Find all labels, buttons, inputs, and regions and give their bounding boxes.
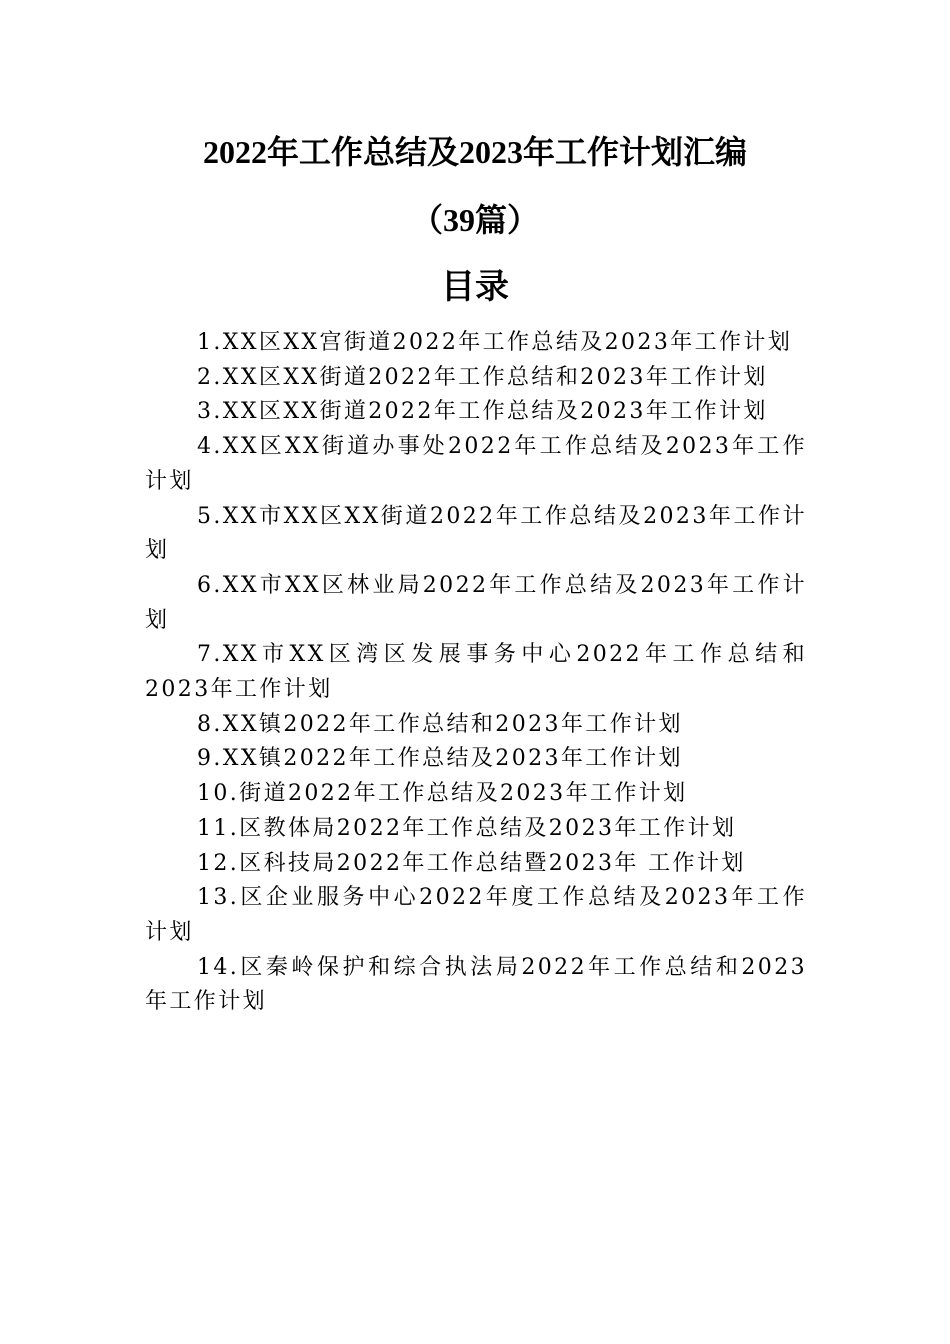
table-of-contents [145,326,807,1020]
toc-item[interactable]: 11.区教体局2022年工作总结及2023年工作计划 [197,815,737,841]
document-subtitle: （39篇） [410,202,539,238]
toc-item[interactable]: 4.XX区XX街道办事处2022年工作总结及2023年工作计划 [145,434,807,494]
toc-item[interactable]: 3.XX区XX街道2022年工作总结及2023年工作计划 [197,399,768,425]
toc-item[interactable]: 6.XX市XX区林业局2022年工作总结及2023年工作计划 [145,572,807,633]
toc-item[interactable]: 13.区企业服务中心2022年度工作总结及2023年工作计划 [145,885,807,945]
toc-item[interactable]: 7.XX市XX区湾区发展事务中心2022年工作总结和2023年工作计划 [145,642,807,703]
toc-item[interactable]: 10.街道2022年工作总结及2023年工作计划 [197,781,688,807]
document-title: 2022年工作总结及2023年工作计划汇编 [202,134,747,170]
toc-item[interactable]: 8.XX镇2022年工作总结和2023年工作计划 [197,711,683,737]
toc-item[interactable]: 12.区科技局2022年工作总结暨2023年 工作计划 [197,850,746,876]
toc-item[interactable]: 1.XX区XX宫街道2022年工作总结及2023年工作计划 [197,330,793,355]
toc-item[interactable]: 14.区秦岭保护和综合执法局2022年工作总结和2023年工作计划 [145,954,807,1015]
toc-item[interactable]: 5.XX市XX区XX街道2022年工作总结及2023年工作计划 [145,503,807,564]
toc-heading: 目录 [441,269,509,306]
toc-item[interactable]: 9.XX镇2022年工作总结及2023年工作计划 [197,746,683,772]
toc-item[interactable]: 2.XX区XX街道2022年工作总结和2023年工作计划 [197,364,768,390]
